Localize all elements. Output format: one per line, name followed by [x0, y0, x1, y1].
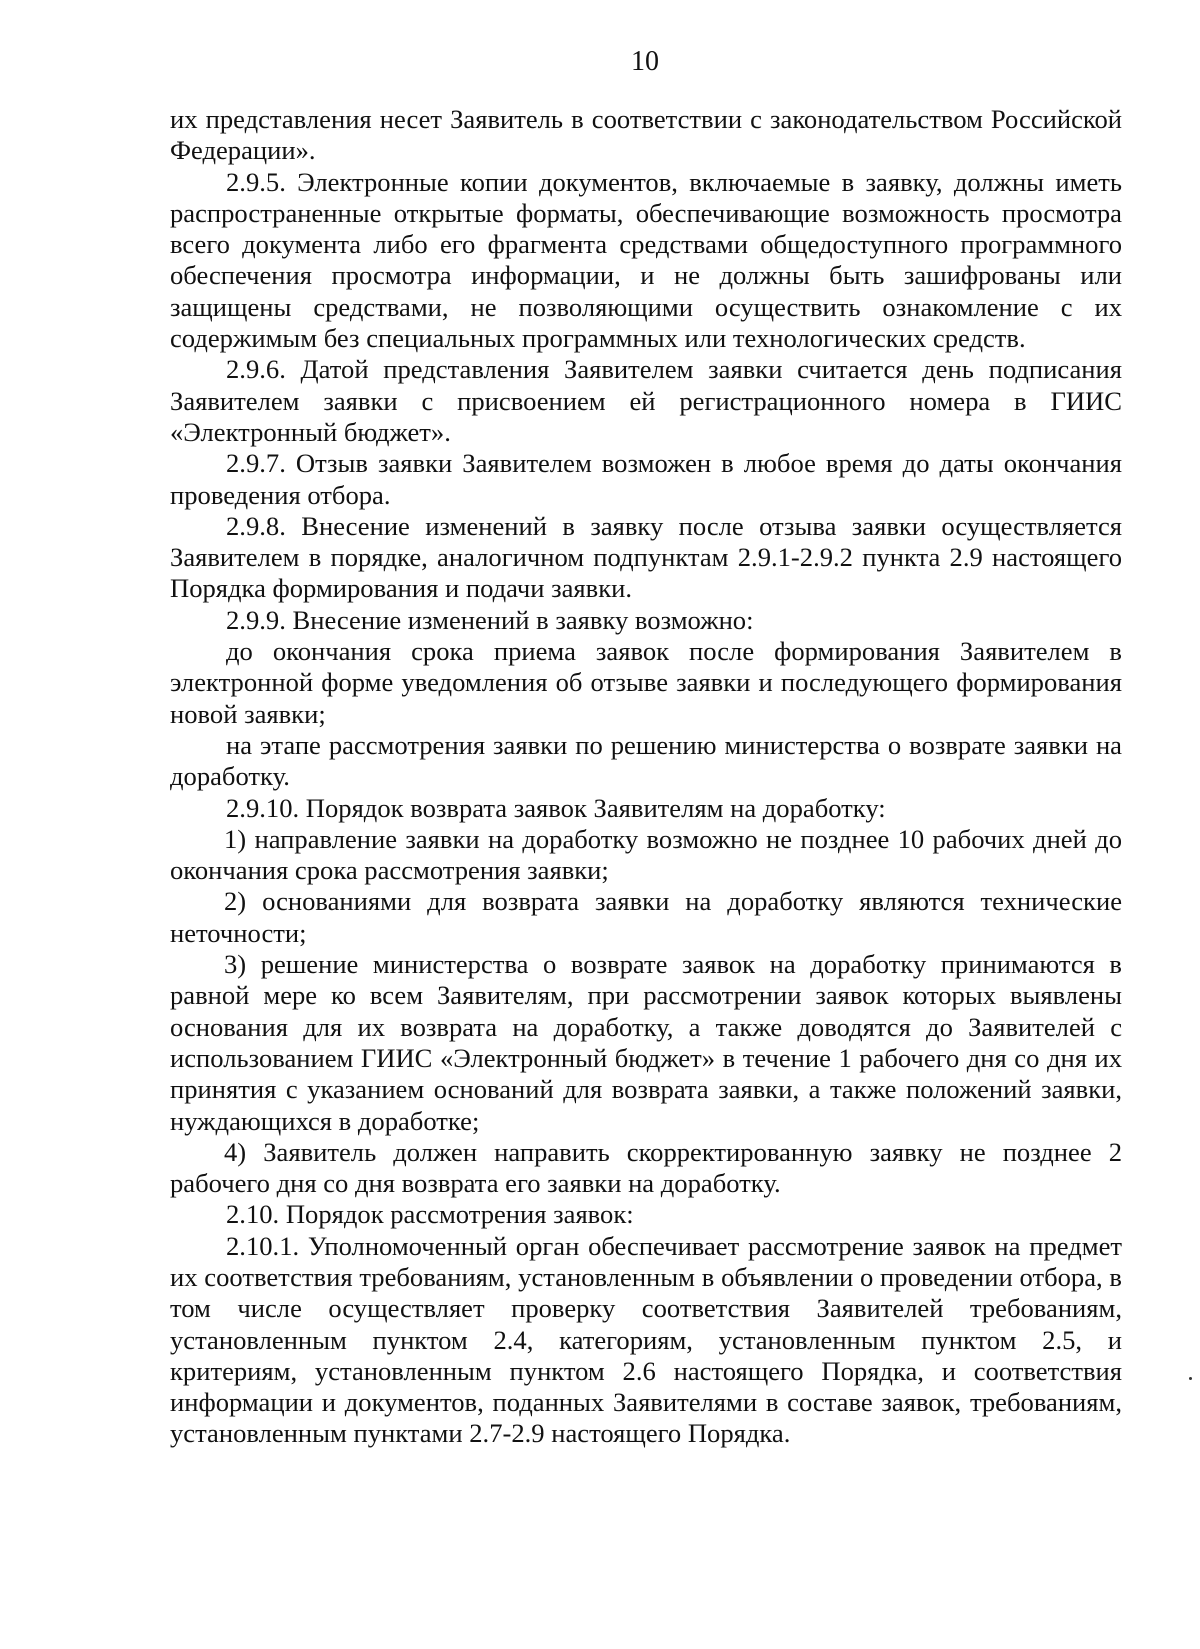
paragraph-2-9-9-case-2: на этапе рассмотрения заявки по решению министерства о возврате заявки на доработку. — [170, 729, 1122, 792]
paragraph-continuation: их представления несет Заявитель в соответствии с законодательством Российской Федерации». — [170, 104, 1122, 166]
paragraph-2-10: 2.10. Порядок рассмотрения заявок: — [226, 1199, 634, 1230]
paragraph-2-10-1: 2.10.1. Уполномоченный орган обеспечивает рассмотрение заявок на предмет их соответствия требованиям, установленным в объявлении о проведении отбора, в том числе осуществляет проверку соответствия Заявителей требованиям, установленным пунктом 2.4, категориям, установленным пунктом 2.5, и критериям, установленным пунктом 2.6 настоящего Порядка, и соответствия информации и документов, поданных Заявителями в составе заявок, требованиям, установленным пунктами 2.7-2.9 настоящего Порядка. — [170, 1230, 1122, 1449]
list-item-2: 2) основаниями для возврата заявки на доработку являются технические неточности; — [170, 886, 1122, 948]
paragraph-2-9-7: 2.9.7. Отзыв заявки Заявителем возможен в любое время до даты окончания проведения отбора. — [170, 448, 1122, 510]
paragraph-2-9-5: 2.9.5. Электронные копии документов, включаемые в заявку, должны иметь распространенные открытые форматы, обеспечивающие возможность просмотра всего документа либо его фрагмента средствами общедоступного программного обеспечения просмотра информации, и не должны быть зашифрованы или защищены средствами, не позволяющими осуществить ознакомление с их содержимым без специальных программных или технологических средств. — [170, 166, 1122, 354]
paragraph-2-9-9: 2.9.9. Внесение изменений в заявку возможно: — [226, 604, 754, 635]
document-body — [170, 104, 1122, 1450]
paragraph-2-9-9-case-1: до окончания срока приема заявок после формирования Заявителем в электронной форме уведомления об отзыве заявки и последующего формирования новой заявки; — [170, 636, 1122, 729]
scan-speck — [1189, 1377, 1192, 1380]
paragraph-2-9-8: 2.9.8. Внесение изменений в заявку после отзыва заявки осуществляется Заявителем в порядке, аналогичном подпунктам 2.9.1-2.9.2 пункта 2.9 настоящего Порядка формирования и подачи заявки. — [170, 510, 1122, 604]
paragraph-2-9-6: 2.9.6. Датой представления Заявителем заявки считается день подписания Заявителем заявки с присвоением ей регистрационного номера в ГИИС «Электронный бюджет». — [170, 354, 1122, 447]
list-item-4: 4) Заявитель должен направить скорректированную заявку не позднее 2 рабочего дня со дня возврата его заявки на доработку. — [170, 1136, 1122, 1199]
paragraph-2-9-10: 2.9.10. Порядок возврата заявок Заявителям на доработку: — [226, 792, 886, 823]
list-item-1: 1) направление заявки на доработку возможно не позднее 10 рабочих дней до окончания срока рассмотрения заявки; — [170, 823, 1122, 886]
page-number: 10 — [631, 46, 659, 77]
list-item-3: 3) решение министерства о возврате заявок на доработку принимаются в равной мере ко всем Заявителям, при рассмотрении заявок которых выявлены основания для их возврата на доработку, а также доводятся до Заявителей с использованием ГИИС «Электронный бюджет» в течение 1 рабочего дня со дня их принятия с указанием оснований для возврата заявки, а также положений заявки, нуждающихся в доработке; — [170, 949, 1122, 1136]
